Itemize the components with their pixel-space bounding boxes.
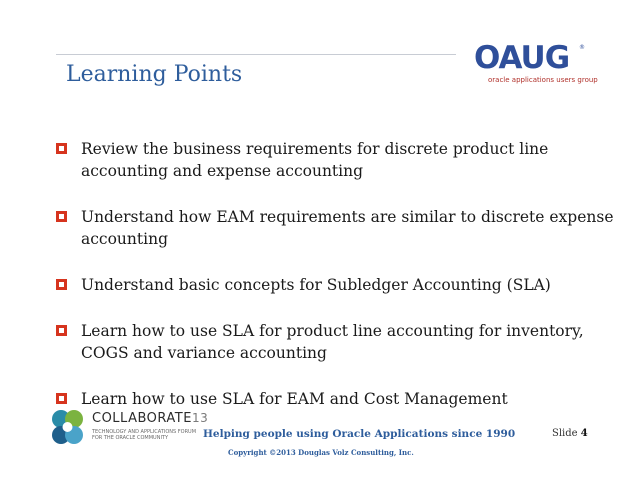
bullet-square-icon xyxy=(56,325,67,336)
bullet-text-line1: Understand how EAM requirements are similar to discrete expense xyxy=(81,208,614,226)
bullet-item xyxy=(56,274,621,296)
bullet-square-icon xyxy=(56,211,67,222)
logo-registered-mark: ® xyxy=(579,44,585,51)
collaborate-name: COLLABORATE xyxy=(92,411,192,426)
bullet-text-line1: Learn how to use SLA for product line accounting for inventory, xyxy=(81,322,584,340)
slide-number-value: 4 xyxy=(580,428,588,439)
oaug-logo xyxy=(474,40,598,92)
slide-label: Slide xyxy=(552,428,578,439)
bullet-text-line2: accounting xyxy=(81,230,168,248)
collaborate-emblem-icon xyxy=(48,407,88,451)
collaborate-subtitle xyxy=(92,429,202,441)
collaborate-logo xyxy=(48,405,209,453)
bullet-item xyxy=(56,206,621,250)
oaug-logo-letters: OAUG xyxy=(474,40,570,76)
collaborate-wordmark xyxy=(92,411,208,426)
title-rule xyxy=(56,54,456,55)
collaborate-number: 13 xyxy=(191,411,209,425)
oaug-logo-tagline: oracle applications users group xyxy=(488,76,598,84)
bullet-square-icon xyxy=(56,279,67,290)
collaborate-subtitle-line1: TECHNOLOGY AND APPLICATIONS FORUM xyxy=(92,429,197,435)
footer-tagline: Helping people using Oracle Applications since 1990 xyxy=(203,428,516,440)
collaborate-subtitle-line2: FOR THE ORACLE COMMUNITY xyxy=(92,435,169,441)
slide-title: Learning Points xyxy=(66,62,243,87)
bullet-text-line2: COGS and variance accounting xyxy=(81,344,327,362)
bullet-item xyxy=(56,320,621,364)
bullet-item xyxy=(56,138,621,182)
bullet-square-icon xyxy=(56,393,67,404)
slide-number xyxy=(552,428,588,439)
bullet-text-line1: Learn how to use SLA for EAM and Cost Management xyxy=(81,390,508,408)
bullet-square-icon xyxy=(56,143,67,154)
copyright-notice: Copyright ©2013 Douglas Volz Consulting, Inc. xyxy=(228,448,414,457)
bullet-text-line1: Understand basic concepts for Subledger Accounting (SLA) xyxy=(81,276,551,294)
bullet-text-line2: accounting and expense accounting xyxy=(81,162,364,180)
bullet-text-line1: Review the business requirements for discrete product line xyxy=(81,140,549,158)
